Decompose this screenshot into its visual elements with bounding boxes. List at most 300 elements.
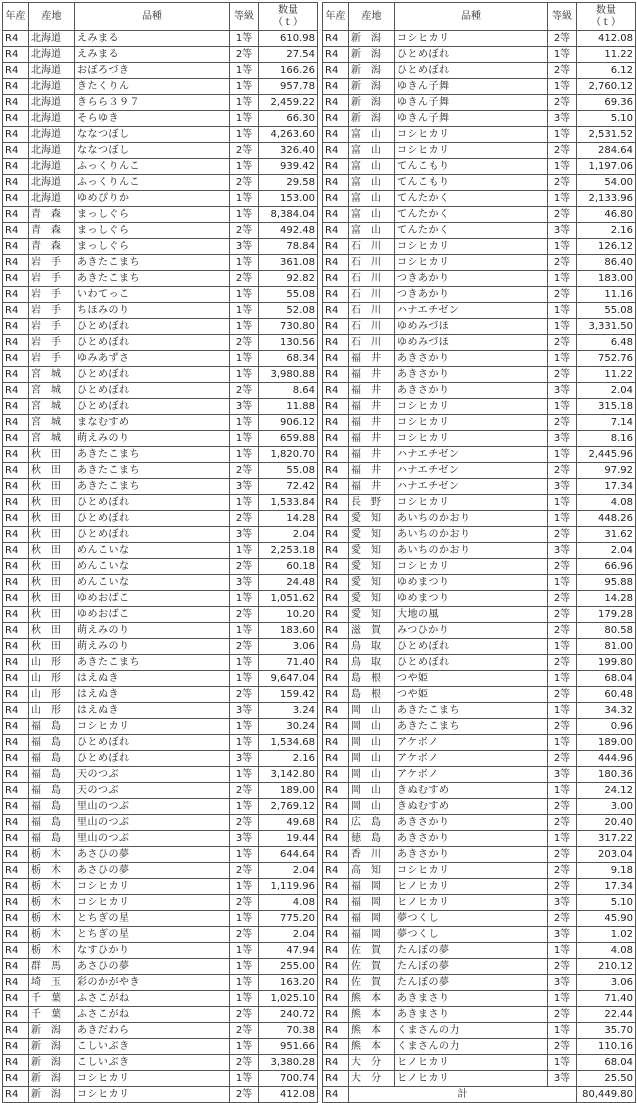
cell-grade: 2等 xyxy=(548,959,577,975)
cell-year: R4 xyxy=(3,479,29,495)
cell-grade: 1等 xyxy=(230,415,259,431)
cell-origin: 福 島 xyxy=(29,831,75,847)
table-row xyxy=(3,959,318,975)
cell-origin: 石 川 xyxy=(349,239,395,255)
cell-year: R4 xyxy=(323,431,349,447)
cell-origin: 岡 山 xyxy=(349,719,395,735)
cell-year: R4 xyxy=(323,623,349,639)
cell-year: R4 xyxy=(323,895,349,911)
cell-origin: 栃 木 xyxy=(29,879,75,895)
cell-quantity: 80.58 xyxy=(577,623,636,639)
cell-origin: 広 島 xyxy=(349,815,395,831)
table-row xyxy=(323,1007,636,1023)
cell-grade: 2等 xyxy=(548,863,577,879)
cell-variety: アケボノ xyxy=(395,767,548,783)
cell-variety: えみまる xyxy=(75,47,230,63)
cell-grade: 2等 xyxy=(230,927,259,943)
cell-origin: 秋 田 xyxy=(29,463,75,479)
table-row xyxy=(3,319,318,335)
cell-grade: 1等 xyxy=(230,287,259,303)
table-row xyxy=(323,511,636,527)
table-row xyxy=(3,783,318,799)
cell-year: R4 xyxy=(323,671,349,687)
cell-grade: 1等 xyxy=(548,671,577,687)
cell-variety: ひとめぼれ xyxy=(75,319,230,335)
cell-year: R4 xyxy=(323,399,349,415)
cell-variety: こしいぶき xyxy=(75,1039,230,1055)
cell-variety: ヒノヒカリ xyxy=(395,895,548,911)
cell-origin: 栃 木 xyxy=(29,927,75,943)
cell-year: R4 xyxy=(3,1039,29,1055)
cell-grade: 1等 xyxy=(548,399,577,415)
cell-origin: 滋 賀 xyxy=(349,623,395,639)
cell-origin: 福 島 xyxy=(29,783,75,799)
header-grade: 等級 xyxy=(548,3,577,31)
cell-variety: ゆめまつり xyxy=(395,575,548,591)
cell-grade: 3等 xyxy=(230,751,259,767)
cell-grade: 1等 xyxy=(548,831,577,847)
table-row xyxy=(323,351,636,367)
cell-variety: あきまさり xyxy=(395,991,548,1007)
cell-variety: たんぼの夢 xyxy=(395,959,548,975)
cell-variety: ゆめぴりか xyxy=(75,191,230,207)
cell-origin: 石 川 xyxy=(349,303,395,319)
cell-year: R4 xyxy=(323,175,349,191)
cell-origin: 愛 知 xyxy=(349,591,395,607)
cell-origin: 栃 木 xyxy=(29,943,75,959)
cell-year: R4 xyxy=(3,255,29,271)
cell-origin: 佐 賀 xyxy=(349,975,395,991)
rice-table-right xyxy=(322,2,636,1103)
table-row xyxy=(3,623,318,639)
cell-grade: 2等 xyxy=(230,1087,259,1103)
cell-grade: 2等 xyxy=(548,911,577,927)
table-row xyxy=(323,1071,636,1087)
cell-year: R4 xyxy=(323,815,349,831)
cell-quantity: 3.00 xyxy=(577,799,636,815)
cell-grade: 2等 xyxy=(230,511,259,527)
cell-grade: 2等 xyxy=(230,223,259,239)
cell-variety: ふさこがね xyxy=(75,1007,230,1023)
cell-quantity: 97.92 xyxy=(577,463,636,479)
cell-origin: 岩 手 xyxy=(29,303,75,319)
cell-grade: 3等 xyxy=(548,895,577,911)
table-row xyxy=(323,143,636,159)
cell-grade: 1等 xyxy=(548,703,577,719)
cell-quantity: 166.26 xyxy=(259,63,318,79)
cell-quantity: 71.40 xyxy=(577,991,636,1007)
cell-grade: 1等 xyxy=(548,351,577,367)
cell-variety: コシヒカリ xyxy=(395,415,548,431)
cell-variety: そらゆき xyxy=(75,111,230,127)
cell-variety: あきたこまち xyxy=(75,271,230,287)
cell-origin: 福 井 xyxy=(349,431,395,447)
cell-grade: 2等 xyxy=(548,559,577,575)
cell-variety: おぼろづき xyxy=(75,63,230,79)
cell-grade: 1等 xyxy=(230,319,259,335)
table-row xyxy=(3,1023,318,1039)
cell-origin: 福 井 xyxy=(349,351,395,367)
cell-origin: 高 知 xyxy=(349,863,395,879)
cell-year: R4 xyxy=(3,927,29,943)
cell-grade: 2等 xyxy=(548,95,577,111)
cell-quantity: 130.56 xyxy=(259,335,318,351)
cell-grade: 1等 xyxy=(548,447,577,463)
cell-origin: 北海道 xyxy=(29,79,75,95)
table-row xyxy=(3,767,318,783)
cell-quantity: 448.26 xyxy=(577,511,636,527)
cell-quantity: 1,025.10 xyxy=(259,991,318,1007)
table-row xyxy=(323,175,636,191)
cell-grade: 1等 xyxy=(230,159,259,175)
total-label: 計 xyxy=(349,1087,577,1103)
cell-origin: 福 井 xyxy=(349,479,395,495)
table-row xyxy=(323,479,636,495)
cell-origin: 福 井 xyxy=(349,447,395,463)
cell-variety: ゆめおばこ xyxy=(75,591,230,607)
cell-year: R4 xyxy=(3,1007,29,1023)
cell-origin: 福 井 xyxy=(349,399,395,415)
cell-variety: 彩のかがやき xyxy=(75,975,230,991)
cell-year: R4 xyxy=(323,543,349,559)
cell-quantity: 4.08 xyxy=(577,495,636,511)
cell-origin: 山 形 xyxy=(29,655,75,671)
cell-grade: 2等 xyxy=(230,895,259,911)
cell-year: R4 xyxy=(323,207,349,223)
cell-grade: 2等 xyxy=(548,799,577,815)
cell-origin: 新 潟 xyxy=(349,63,395,79)
cell-year: R4 xyxy=(323,111,349,127)
cell-origin: 山 形 xyxy=(29,687,75,703)
cell-variety: コシヒカリ xyxy=(395,127,548,143)
table-row xyxy=(323,975,636,991)
table-row xyxy=(3,47,318,63)
table-row xyxy=(3,815,318,831)
cell-year: R4 xyxy=(323,975,349,991)
table-row xyxy=(323,735,636,751)
cell-year: R4 xyxy=(3,319,29,335)
cell-variety: あきさかり xyxy=(395,351,548,367)
cell-origin: 北海道 xyxy=(29,31,75,47)
cell-quantity: 199.80 xyxy=(577,655,636,671)
cell-grade: 2等 xyxy=(548,255,577,271)
cell-variety: きぬむすめ xyxy=(395,799,548,815)
cell-quantity: 68.34 xyxy=(259,351,318,367)
cell-origin: 秋 田 xyxy=(29,479,75,495)
cell-variety: みつひかり xyxy=(395,623,548,639)
table-row xyxy=(3,687,318,703)
cell-quantity: 189.00 xyxy=(577,735,636,751)
cell-year: R4 xyxy=(3,655,29,671)
table-row xyxy=(3,831,318,847)
cell-variety: コシヒカリ xyxy=(75,719,230,735)
cell-quantity: 210.12 xyxy=(577,959,636,975)
cell-grade: 1等 xyxy=(548,495,577,511)
table-row xyxy=(323,607,636,623)
table-row xyxy=(323,95,636,111)
cell-variety: まっしぐら xyxy=(75,207,230,223)
cell-grade: 1等 xyxy=(230,495,259,511)
cell-variety: コシヒカリ xyxy=(75,879,230,895)
cell-grade: 1等 xyxy=(548,271,577,287)
cell-grade: 1等 xyxy=(548,575,577,591)
cell-variety: あきたこまち xyxy=(75,655,230,671)
cell-origin: 岡 山 xyxy=(349,783,395,799)
table-row xyxy=(3,863,318,879)
cell-year: R4 xyxy=(323,1023,349,1039)
cell-year: R4 xyxy=(3,879,29,895)
cell-variety: 大地の風 xyxy=(395,607,548,623)
cell-origin: 岩 手 xyxy=(29,271,75,287)
cell-quantity: 17.34 xyxy=(577,479,636,495)
cell-variety: あきたこまち xyxy=(75,479,230,495)
cell-variety: きらら３９７ xyxy=(75,95,230,111)
cell-quantity: 68.04 xyxy=(577,671,636,687)
table-row xyxy=(323,719,636,735)
cell-year: R4 xyxy=(323,255,349,271)
cell-origin: 岡 山 xyxy=(349,703,395,719)
table-row xyxy=(3,479,318,495)
cell-origin: 秋 田 xyxy=(29,495,75,511)
header-origin: 産地 xyxy=(349,3,395,31)
cell-grade: 2等 xyxy=(548,751,577,767)
cell-grade: 1等 xyxy=(548,991,577,1007)
table-row xyxy=(3,1087,318,1103)
cell-quantity: 183.00 xyxy=(577,271,636,287)
cell-grade: 1等 xyxy=(230,79,259,95)
cell-origin: 秋 田 xyxy=(29,543,75,559)
cell-year: R4 xyxy=(3,847,29,863)
cell-variety: あきたこまち xyxy=(395,719,548,735)
cell-origin: 愛 知 xyxy=(349,527,395,543)
cell-quantity: 1.02 xyxy=(577,927,636,943)
cell-origin: 富 山 xyxy=(349,127,395,143)
cell-year: R4 xyxy=(323,127,349,143)
cell-grade: 2等 xyxy=(548,31,577,47)
cell-quantity: 315.18 xyxy=(577,399,636,415)
cell-origin: 香 川 xyxy=(349,847,395,863)
table-row xyxy=(323,559,636,575)
cell-origin: 北海道 xyxy=(29,191,75,207)
cell-year: R4 xyxy=(3,95,29,111)
table-row xyxy=(323,639,636,655)
cell-grade: 3等 xyxy=(548,1071,577,1087)
cell-grade: 1等 xyxy=(548,79,577,95)
cell-variety: コシヒカリ xyxy=(395,143,548,159)
cell-origin: 福 島 xyxy=(29,751,75,767)
cell-quantity: 55.08 xyxy=(259,287,318,303)
cell-year: R4 xyxy=(3,31,29,47)
table-row xyxy=(3,335,318,351)
table-row xyxy=(3,527,318,543)
table-row xyxy=(323,575,636,591)
cell-origin: 島 根 xyxy=(349,687,395,703)
header-variety: 品種 xyxy=(75,3,230,31)
cell-year: R4 xyxy=(323,143,349,159)
cell-origin: 宮 城 xyxy=(29,431,75,447)
cell-origin: 岡 山 xyxy=(349,735,395,751)
cell-variety: こしいぶき xyxy=(75,1055,230,1071)
table-row xyxy=(323,815,636,831)
cell-quantity: 2.16 xyxy=(577,223,636,239)
cell-grade: 1等 xyxy=(230,431,259,447)
cell-year: R4 xyxy=(3,191,29,207)
cell-grade: 2等 xyxy=(230,1007,259,1023)
cell-origin: 岩 手 xyxy=(29,319,75,335)
cell-variety: えみまる xyxy=(75,31,230,47)
cell-origin: 熊 本 xyxy=(349,991,395,1007)
cell-grade: 3等 xyxy=(230,239,259,255)
cell-origin: 新 潟 xyxy=(349,111,395,127)
cell-year: R4 xyxy=(3,303,29,319)
cell-variety: ハナエチゼン xyxy=(395,463,548,479)
cell-origin: 北海道 xyxy=(29,143,75,159)
cell-quantity: 153.00 xyxy=(259,191,318,207)
table-row xyxy=(323,191,636,207)
cell-quantity: 3,980.88 xyxy=(259,367,318,383)
cell-grade: 2等 xyxy=(548,623,577,639)
table-row xyxy=(323,31,636,47)
cell-quantity: 2.04 xyxy=(259,927,318,943)
cell-quantity: 66.96 xyxy=(577,559,636,575)
table-row xyxy=(3,383,318,399)
table-row xyxy=(3,607,318,623)
cell-grade: 2等 xyxy=(548,175,577,191)
cell-variety: あきたこまち xyxy=(75,463,230,479)
cell-variety: コシヒカリ xyxy=(75,1087,230,1103)
cell-grade: 2等 xyxy=(548,415,577,431)
table-row xyxy=(3,511,318,527)
table-row xyxy=(323,623,636,639)
table-row xyxy=(323,751,636,767)
cell-quantity: 78.84 xyxy=(259,239,318,255)
cell-origin: 岩 手 xyxy=(29,287,75,303)
table-row xyxy=(3,351,318,367)
table-row xyxy=(3,143,318,159)
cell-variety: コシヒカリ xyxy=(395,31,548,47)
cell-variety: ハナエチゼン xyxy=(395,479,548,495)
table-row xyxy=(3,703,318,719)
cell-grade: 1等 xyxy=(230,447,259,463)
cell-origin: 岡 山 xyxy=(349,799,395,815)
table-row xyxy=(3,591,318,607)
cell-grade: 2等 xyxy=(230,1055,259,1071)
table-row xyxy=(323,463,636,479)
cell-year: R4 xyxy=(323,1071,349,1087)
table-row xyxy=(323,687,636,703)
cell-quantity: 55.08 xyxy=(577,303,636,319)
cell-grade: 2等 xyxy=(548,143,577,159)
cell-origin: 鳥 取 xyxy=(349,655,395,671)
cell-year: R4 xyxy=(323,463,349,479)
cell-quantity: 11.16 xyxy=(577,287,636,303)
table-row xyxy=(3,847,318,863)
cell-year: R4 xyxy=(323,575,349,591)
table-row xyxy=(3,751,318,767)
cell-variety: 夢つくし xyxy=(395,911,548,927)
cell-grade: 2等 xyxy=(230,335,259,351)
cell-quantity: 2.04 xyxy=(259,527,318,543)
cell-grade: 1等 xyxy=(548,303,577,319)
cell-variety: ヒノヒカリ xyxy=(395,879,548,895)
cell-origin: 徳 島 xyxy=(349,831,395,847)
cell-variety: きたくりん xyxy=(75,79,230,95)
cell-grade: 3等 xyxy=(230,399,259,415)
cell-quantity: 957.78 xyxy=(259,79,318,95)
cell-year: R4 xyxy=(3,767,29,783)
cell-origin: 福 井 xyxy=(349,463,395,479)
cell-quantity: 2,531.52 xyxy=(577,127,636,143)
cell-quantity: 412.08 xyxy=(577,31,636,47)
total-row xyxy=(323,1087,636,1103)
cell-grade: 2等 xyxy=(230,687,259,703)
cell-quantity: 60.48 xyxy=(577,687,636,703)
table-body-left xyxy=(3,31,318,1103)
cell-year: R4 xyxy=(323,367,349,383)
table-row xyxy=(3,415,318,431)
table-body-right xyxy=(323,31,636,1087)
cell-variety: ななつぼし xyxy=(75,143,230,159)
cell-origin: 石 川 xyxy=(349,271,395,287)
cell-grade: 1等 xyxy=(548,191,577,207)
header-quantity-label: 数量 xyxy=(596,4,616,16)
table-row xyxy=(3,1007,318,1023)
cell-variety: てんたかく xyxy=(395,191,548,207)
cell-origin: 福 井 xyxy=(349,415,395,431)
cell-year: R4 xyxy=(3,687,29,703)
cell-variety: あいちのかおり xyxy=(395,527,548,543)
cell-year: R4 xyxy=(3,511,29,527)
cell-origin: 岩 手 xyxy=(29,335,75,351)
table-row xyxy=(323,447,636,463)
cell-year: R4 xyxy=(323,383,349,399)
cell-year: R4 xyxy=(323,991,349,1007)
table-row xyxy=(3,399,318,415)
cell-year: R4 xyxy=(323,63,349,79)
cell-grade: 2等 xyxy=(548,719,577,735)
cell-year: R4 xyxy=(323,287,349,303)
cell-quantity: 2.04 xyxy=(259,863,318,879)
cell-quantity: 60.18 xyxy=(259,559,318,575)
cell-grade: 1等 xyxy=(230,1039,259,1055)
cell-year: R4 xyxy=(3,591,29,607)
table-row xyxy=(323,943,636,959)
cell-quantity: 45.90 xyxy=(577,911,636,927)
cell-year: R4 xyxy=(323,847,349,863)
table-row xyxy=(323,271,636,287)
cell-year: R4 xyxy=(323,415,349,431)
cell-quantity: 4.08 xyxy=(577,943,636,959)
cell-year: R4 xyxy=(3,335,29,351)
cell-origin: 新 潟 xyxy=(349,31,395,47)
cell-origin: 福 島 xyxy=(29,815,75,831)
cell-grade: 1等 xyxy=(230,767,259,783)
cell-grade: 2等 xyxy=(548,367,577,383)
header-quantity xyxy=(577,3,636,31)
cell-origin: 秋 田 xyxy=(29,623,75,639)
cell-year: R4 xyxy=(3,575,29,591)
cell-origin: 新 潟 xyxy=(349,95,395,111)
cell-origin: 福 井 xyxy=(349,367,395,383)
table-row xyxy=(323,767,636,783)
cell-year: R4 xyxy=(323,527,349,543)
cell-variety: てんたかく xyxy=(395,207,548,223)
table-row xyxy=(323,527,636,543)
cell-grade: 1等 xyxy=(548,127,577,143)
table-row xyxy=(3,111,318,127)
cell-origin: 秋 田 xyxy=(29,591,75,607)
cell-quantity: 2.16 xyxy=(259,751,318,767)
